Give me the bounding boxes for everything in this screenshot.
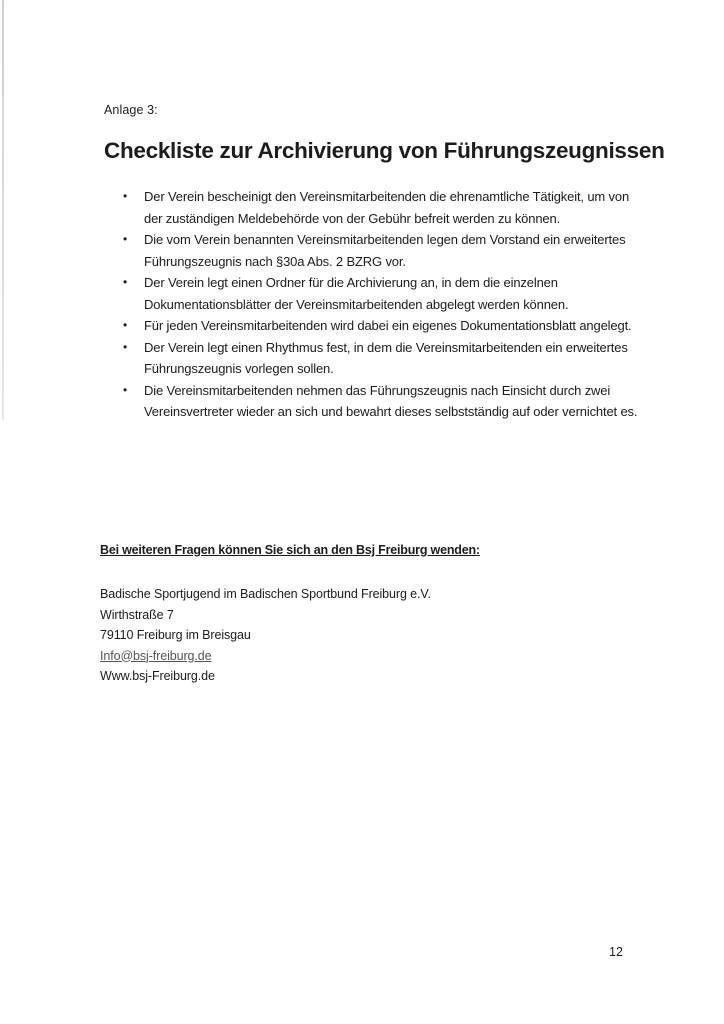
city-address: 79110 Freiburg im Breisgau <box>100 628 251 642</box>
contact-heading: Bei weiteren Fragen können Sie sich an den Bsj Freiburg wenden: <box>100 543 480 557</box>
bullet-icon: • <box>123 382 128 397</box>
bullet-icon: • <box>123 189 128 203</box>
checklist-item-text: Die vom Verein benannten Vereinsmitarbeitenden legen dem Vorstand ein erweitertes Führungszeugnis nach §30a Abs. 2 BZRG vor. <box>144 232 626 269</box>
checklist-item <box>120 380 640 423</box>
bullet-icon: • <box>123 339 128 354</box>
checklist-item-text: Der Verein bescheinigt den Vereinsmitarbeitenden die ehrenamtliche Tätigkeit, um von der zuständigen Meldebehörde von der Gebühr befreit werden zu können. <box>144 189 630 226</box>
checklist-item-text: Die Vereinsmitarbeitenden nehmen das Führungszeugnis nach Einsicht durch zwei Vereinsvertreter wieder an sich und bewahrt dieses selbstständig auf oder vernichtet es. <box>144 382 638 419</box>
website-text: Www.bsj-Freiburg.de <box>100 669 215 683</box>
page-title: Checkliste zur Archivierung von Führungszeugnissen <box>104 138 665 163</box>
bullet-icon: • <box>123 275 128 289</box>
checklist-item-text: Der Verein legt einen Ordner für die Archivierung an, in dem die einzelnen Dokumentationsblätter der Vereinsmitarbeitenden abgelegt werden können. <box>144 275 569 312</box>
contact-address <box>100 584 431 687</box>
checklist-item <box>120 186 640 229</box>
annex-label: Anlage 3: <box>104 103 158 117</box>
checklist-item <box>120 229 640 272</box>
email-link[interactable]: Info@bsj-freiburg.de <box>100 648 212 663</box>
checklist-item <box>120 272 640 315</box>
page-number: 12 <box>609 945 623 959</box>
checklist-item-text: Der Verein legt einen Rhythmus fest, in dem die Vereinsmitarbeitenden ein erweitertes Führungszeugnis vorlegen sollen. <box>144 339 628 376</box>
checklist-item <box>120 315 640 337</box>
organization-name: Badische Sportjugend im Badischen Sportbund Freiburg e.V. <box>100 587 431 601</box>
bullet-icon: • <box>123 232 128 246</box>
checklist-item <box>120 337 640 380</box>
checklist-item-text: Für jeden Vereinsmitarbeitenden wird dabei ein eigenes Dokumentationsblatt angelegt. <box>144 318 632 333</box>
bullet-icon: • <box>123 318 128 332</box>
street-address: Wirthstraße 7 <box>100 607 174 622</box>
scan-edge-line <box>2 0 4 420</box>
checklist <box>120 186 640 423</box>
